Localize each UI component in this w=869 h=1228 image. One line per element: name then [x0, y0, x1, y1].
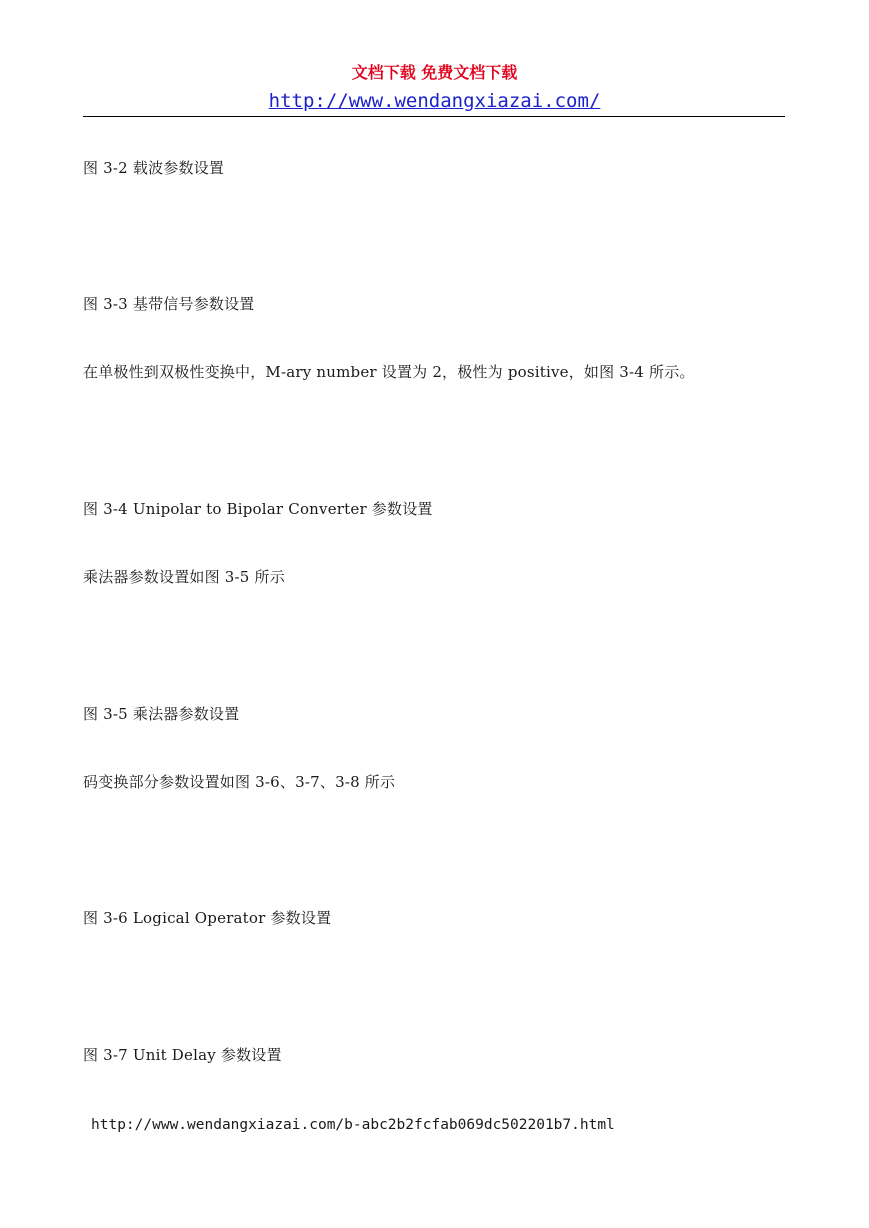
paragraph-code-conversion: 码变换部分参数设置如图 3-6、3-7、3-8 所示 — [83, 773, 396, 791]
paragraph-unipolar-bipolar: 在单极性到双极性变换中，M-ary number 设置为 2，极性为 positive，如图 3-4 所示。 — [83, 363, 695, 381]
caption-fig-3-4: 图 3-4 Unipolar to Bipolar Converter 参数设置 — [83, 500, 433, 518]
caption-fig-3-5: 图 3-5 乘法器参数设置 — [83, 705, 240, 723]
caption-fig-3-2: 图 3-2 载波参数设置 — [83, 159, 225, 177]
header-divider — [83, 116, 785, 117]
header-title: 文档下载 免费文档下载 — [351, 63, 518, 82]
caption-fig-3-7: 图 3-7 Unit Delay 参数设置 — [83, 1046, 282, 1064]
paragraph-multiplier: 乘法器参数设置如图 3-5 所示 — [83, 568, 285, 586]
caption-fig-3-6: 图 3-6 Logical Operator 参数设置 — [83, 909, 332, 927]
footer-url[interactable]: http://www.wendangxiazai.com/b-abc2b2fcfab069dc502201b7.html — [91, 1117, 615, 1133]
header-link[interactable]: http://www.wendangxiazai.com/ — [268, 90, 601, 112]
caption-fig-3-3: 图 3-3 基带信号参数设置 — [83, 295, 255, 313]
